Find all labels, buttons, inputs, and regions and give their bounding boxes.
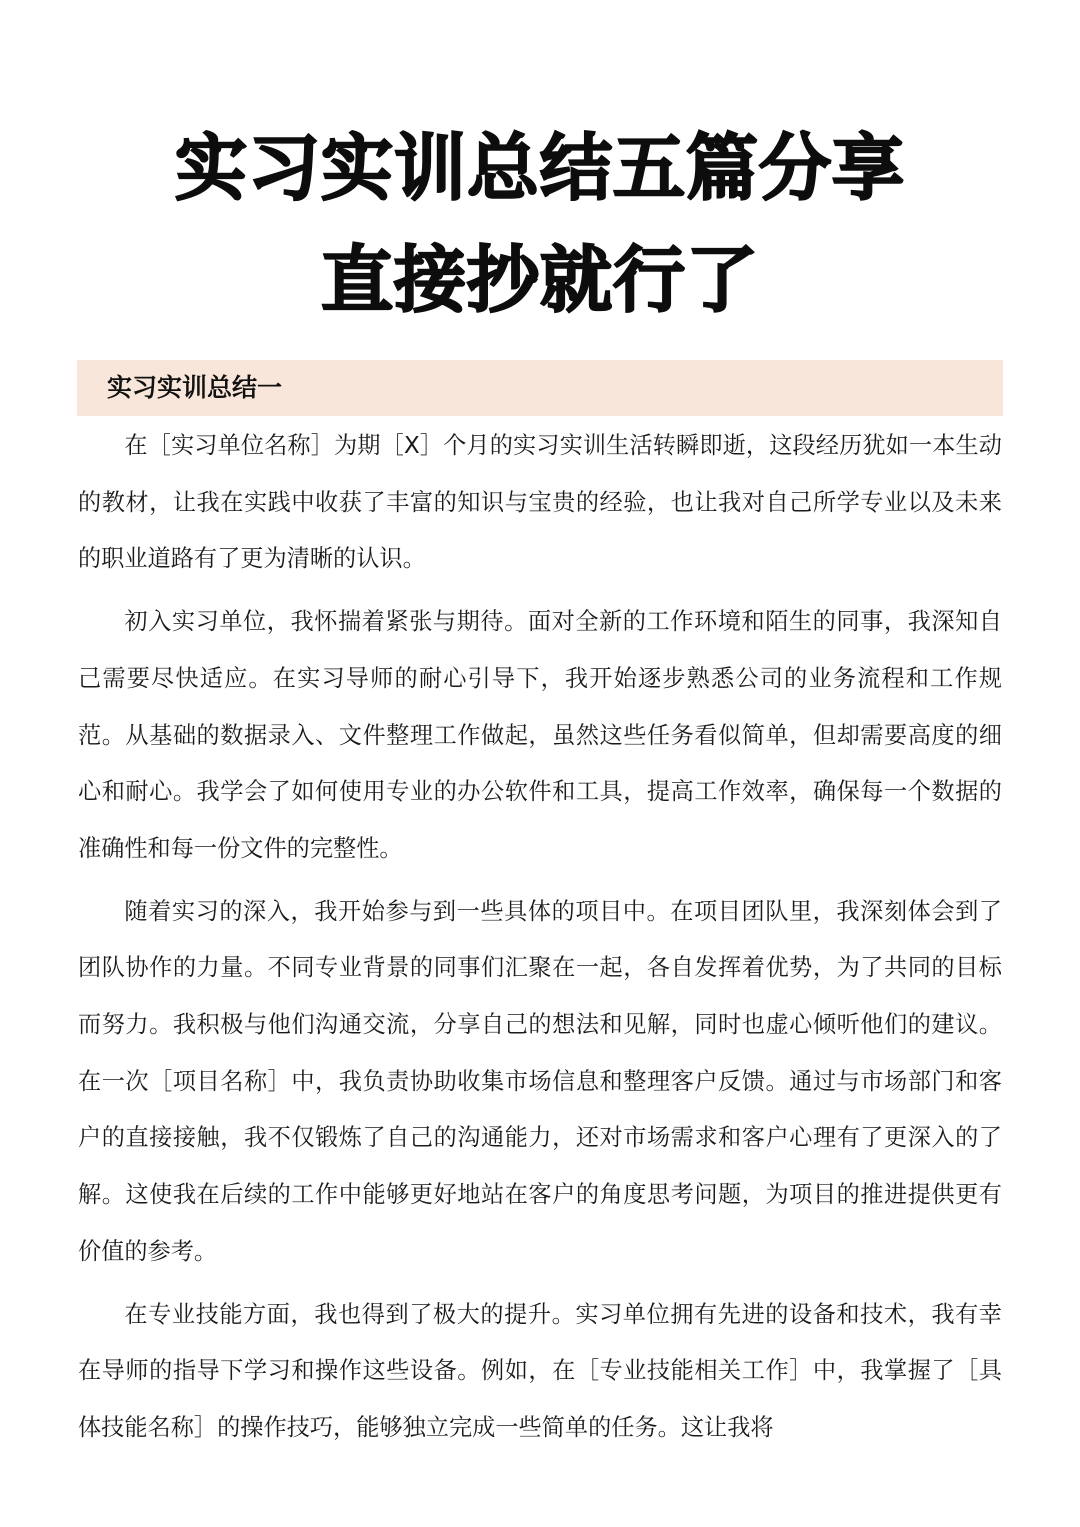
document-title — [0, 112, 1080, 336]
title-line-1: 实习实训总结五篇分享 — [174, 125, 905, 210]
title-line-2: 直接抄就行了 — [320, 237, 759, 322]
paragraph-3: 随着实习的深入，我开始参与到一些具体的项目中。在项目团队里，我深刻体会到了团队协作的力量。不同专业背景的同事们汇聚在一起，各自发挥着优势，为了共同的目标而努力。我积极与他们沟通交流，分享自己的想法和见解，同时也虚心倾听他们的建议。在一次［项目名称］中，我负责协助收集市场信息和整理客户反馈。通过与市场部门和客户的直接接触，我不仅锻炼了自己的沟通能力，还对市场需求和客户心理有了更深入的了解。这使我在后续的工作中能够更好地站在客户的角度思考问题，为项目的推进提供更有价值的参考。 — [78, 897, 1002, 1265]
paragraph-4: 在专业技能方面，我也得到了极大的提升。实习单位拥有先进的设备和技术，我有幸在导师的指导下学习和操作这些设备。例如，在［专业技能相关工作］中，我掌握了［具体技能名称］的操作技巧，能够独立完成一些简单的任务。这让我将 — [78, 1300, 1002, 1441]
section-heading-bar — [77, 360, 1003, 416]
paragraph-2: 初入实习单位，我怀揣着紧张与期待。面对全新的工作环境和陌生的同事，我深知自己需要尽快适应。在实习导师的耐心引导下，我开始逐步熟悉公司的业务流程和工作规范。从基础的数据录入、文件整理工作做起，虽然这些任务看似简单，但却需要高度的细心和耐心。我学会了如何使用专业的办公软件和工具，提高工作效率，确保每一个数据的准确性和每一份文件的完整性。 — [78, 608, 1002, 862]
section-body — [78, 418, 1002, 1463]
section-heading: 实习实训总结一 — [107, 373, 283, 402]
paragraph-1: 在［实习单位名称］为期［X］个月的实习实训生活转瞬即逝，这段经历犹如一本生动的教材，让我在实践中收获了丰富的知识与宝贵的经验，也让我对自己所学专业以及未来的职业道路有了更为清晰的认识。 — [78, 432, 1002, 573]
